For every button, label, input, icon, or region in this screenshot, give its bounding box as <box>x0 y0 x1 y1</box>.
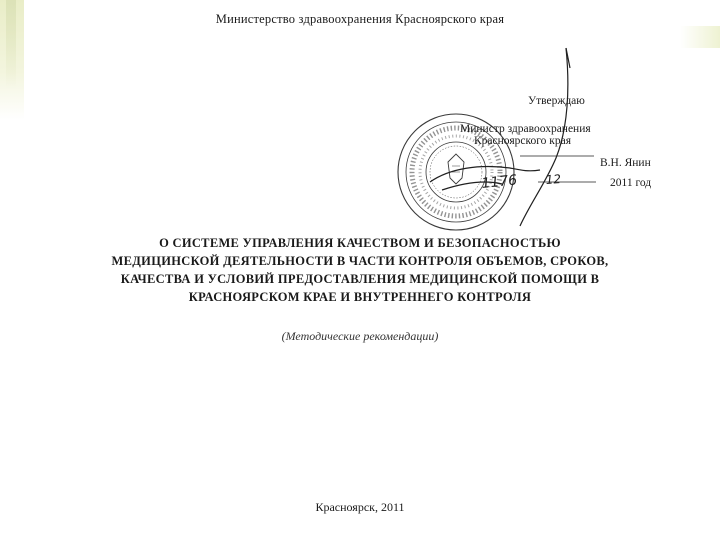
approval-position-line1: Министр здравоохранения <box>460 123 591 135</box>
approval-position-line2: Красноярского края <box>474 135 571 147</box>
approval-year: 2011 год <box>610 177 652 189</box>
document-subtitle: (Методические рекомендации) <box>281 329 439 343</box>
document-title-line: КРАСНОЯРСКОМ КРАЕ И ВНУТРЕННЕГО КОНТРОЛЯ <box>188 290 532 304</box>
document-title-line: КАЧЕСТВА И УСЛОВИЙ ПРЕДОСТАВЛЕНИЯ МЕДИЦИНСКОЙ ПОМОЩИ В <box>120 272 600 286</box>
approval-signatory-name: В.Н. Янин <box>600 157 651 169</box>
slide-edge-decoration <box>680 26 720 48</box>
svg-text:12: 12 <box>545 171 562 187</box>
document-title-line: О СИСТЕМЕ УПРАВЛЕНИЯ КАЧЕСТВОМ И БЕЗОПАСНОСТЬЮ <box>159 236 561 250</box>
document-title-line: МЕДИЦИНСКОЙ ДЕЯТЕЛЬНОСТИ В ЧАСТИ КОНТРОЛЯ ОБЪЕМОВ, СРОКОВ, <box>111 254 609 268</box>
document-footer-city-year: Красноярск, 2011 <box>315 500 405 514</box>
ministry-header: Министерство здравоохранения Красноярского края <box>215 12 505 26</box>
svg-text:1176: 1176 <box>480 172 518 192</box>
document-title <box>30 234 690 306</box>
approval-title: Утверждаю <box>528 95 585 107</box>
